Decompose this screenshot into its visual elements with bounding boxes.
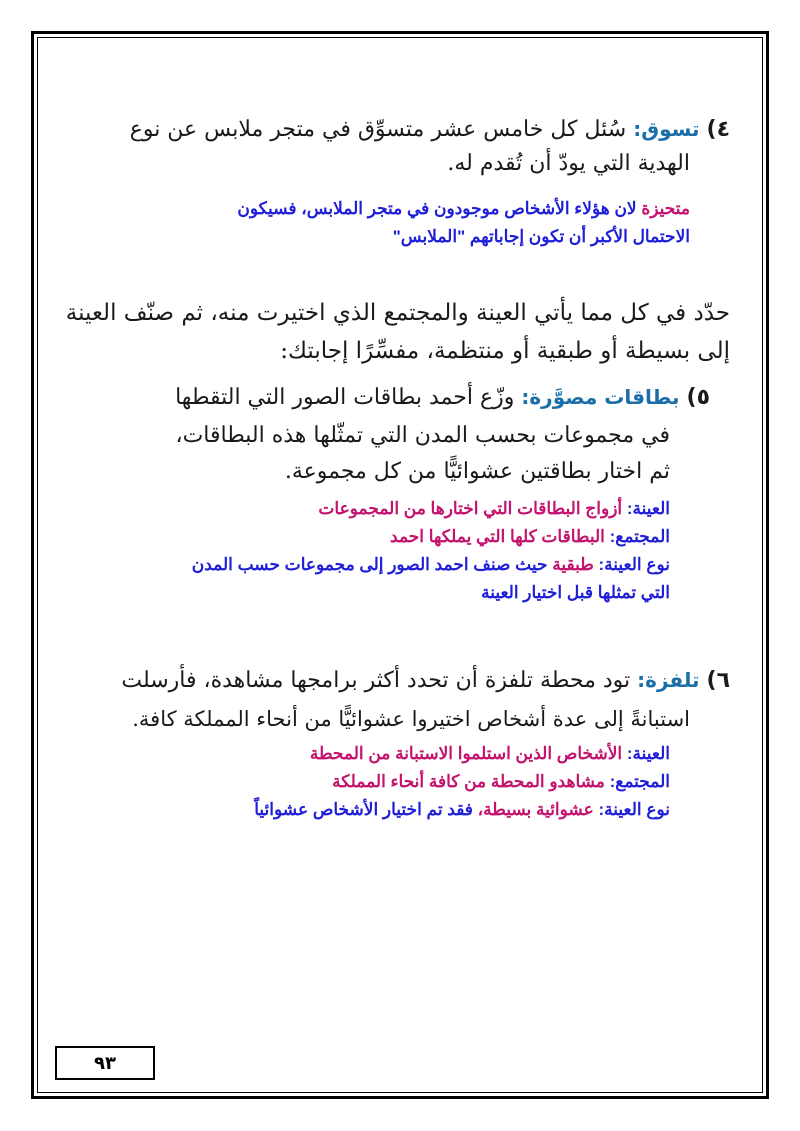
question-6 [60, 663, 730, 824]
question-5-type-reason-2: التي تمثلها قبل اختيار العينة [481, 583, 670, 602]
question-5-text-2: في مجموعات بحسب المدن التي تمثّلها هذه البطاقات، [175, 423, 670, 448]
question-4 [60, 112, 730, 251]
instruction-line-2: إلى بسيطة أو طبقية أو منتظمة، مفسِّرًا إجابتك: [280, 338, 730, 364]
question-4-number: ٤) [706, 117, 730, 142]
question-6-type [60, 796, 730, 824]
question-5-population-label: المجتمع: [609, 527, 670, 546]
question-6-population-label: المجتمع: [609, 772, 670, 791]
instruction [60, 294, 730, 370]
question-4-answer-reason-1: لان هؤلاء الأشخاص موجودون في متجر الملابس، فسيكون [237, 199, 642, 218]
question-5-text-3: ثم اختار بطاقتين عشوائيًّا من كل مجموعة. [284, 459, 670, 484]
question-6-sample-label: العينة: [626, 744, 670, 763]
question-4-text-1: سُئل كل خامس عشر متسوِّق في متجر ملابس عن نوع [129, 117, 627, 142]
question-4-line-1 [60, 112, 730, 147]
question-4-text-2: الهدية التي يودّ أن تُقدم له. [447, 151, 690, 176]
question-6-sample [60, 740, 730, 768]
question-5-sample-value: أزواج البطاقات التي اختارها من المجموعات [318, 499, 627, 518]
question-5-keyword: بطاقات مصوَّرة: [521, 385, 680, 409]
question-5 [60, 380, 730, 607]
question-6-type-value: عشوائية بسيطة، [477, 800, 599, 819]
question-5-type-reason-1: حيث صنف احمد الصور إلى مجموعات حسب المدن [191, 555, 553, 574]
question-4-keyword: تسوق: [633, 117, 700, 141]
page-number-box [55, 1046, 155, 1080]
question-4-answer-reason-2: الاحتمال الأكبر أن تكون إجاباتهم "الملابس" [392, 227, 690, 246]
question-6-number: ٦) [706, 668, 730, 693]
question-5-type-label: نوع العينة: [598, 555, 670, 574]
question-6-line-1 [60, 663, 730, 698]
question-6-sample-value: الأشخاص الذين استلموا الاستبانة من المحطة [309, 744, 627, 763]
page-number: ٩٣ [94, 1052, 116, 1074]
question-5-population-value: البطاقات كلها التي يملكها احمد [390, 527, 610, 546]
question-6-population-value: مشاهدو المحطة من كافة أنحاء المملكة [332, 772, 610, 791]
question-5-type [60, 551, 730, 579]
question-6-population [60, 768, 730, 796]
question-5-number: ٥) [686, 385, 710, 410]
question-6-text-1: تود محطة تلفزة أن تحدد أكثر برامجها مشاهدة، فأرسلت [121, 668, 631, 693]
question-5-text-1: وزّع أحمد بطاقات الصور التي التقطها [175, 385, 515, 410]
question-4-answer-line-1 [60, 195, 730, 223]
instruction-line-1: حدّد في كل مما يأتي العينة والمجتمع الذي اختيرت منه، ثم صنّف العينة [65, 300, 730, 326]
question-5-line-1 [60, 380, 730, 415]
question-5-sample-label: العينة: [626, 499, 670, 518]
question-6-type-label: نوع العينة: [598, 800, 670, 819]
question-6-keyword: تلفزة: [637, 668, 700, 692]
question-5-type-value: طبقية [552, 555, 599, 574]
question-4-answer-verdict: متحيزة [641, 199, 690, 218]
question-6-type-reason: فقد تم اختيار الأشخاص عشوائياً [254, 800, 478, 819]
question-5-population [60, 523, 730, 551]
question-5-sample [60, 495, 730, 523]
question-6-text-2: استبانةً إلى عدة أشخاص اختيروا عشوائيًّا من أنحاء المملكة كافة. [132, 707, 690, 731]
